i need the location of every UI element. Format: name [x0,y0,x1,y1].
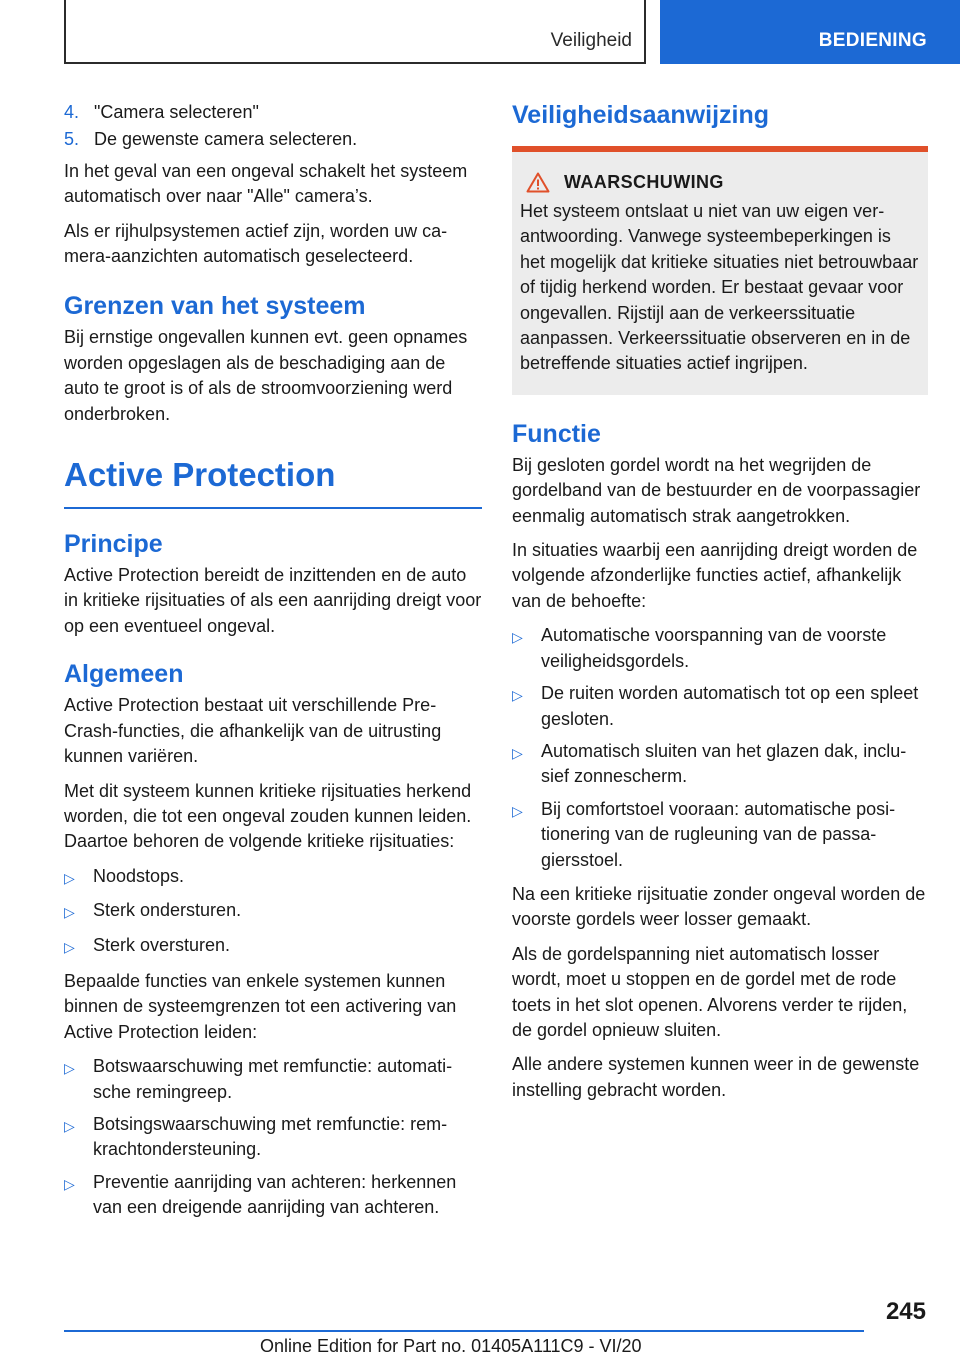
list-item-text: Automatische voorspanning van de voorste veiligheidsgordels. [541,625,887,671]
list-item [512,623,928,674]
heading-principe: Principe [64,530,163,559]
header-chapter-title: BEDIENING [818,30,927,51]
trigger-systems-list [64,1054,482,1220]
paragraph: In situaties waarbij een aanrijding dreigt worden de volgende afzonderlijke functies actief, afhankelijk van de behoefte: [512,540,918,611]
paragraph: Met dit systeem kunnen kritieke rijsituaties herkend worden, die tot een ongeval zouden kunnen leiden. Daartoe behoren de volgende kritieke rijsituaties: [64,780,472,852]
heading-functie: Functie [512,419,601,448]
footer-divider [64,1330,864,1332]
warning-box [512,146,928,395]
heading-algemeen: Algemeen [64,660,184,689]
triangle-bullet-icon: ▷ [64,1060,75,1077]
step-number: 5. [64,129,80,150]
list-item-text: Botswaarschuwing met remfunctie: automatische remingreep. [93,1056,453,1102]
heading-veiligheidsaanwijzing: Veiligheidsaanwijzing [512,101,770,129]
step-item [64,100,482,125]
triangle-bullet-icon: ▷ [512,629,523,646]
list-item-text: Preventie aanrijding van achteren: herkennen van een dreigende aanrijding van achteren. [93,1171,457,1218]
paragraph: Bij gesloten gordel wordt na het wegrijden de gordelband van de bestuurder en de voorpassagier eenmalig automatisch strak aangetrokken. [512,454,921,526]
list-item-text: Automatisch sluiten van het glazen dak, inclusief zonnescherm. [541,740,907,787]
step-text: De gewenste camera selecteren. [94,129,358,150]
list-item [512,797,928,873]
warning-triangle-icon [526,172,550,193]
warning-text: Het systeem ontslaat u niet van uw eigen verantwoording. Vanwege systeembeperkingen is het mogelijk dat kritieke situaties niet betrouwbaar of tijdig herkend worden. Er bestaat gevaar voor ongevallen. Rijstijl aan de verkeerssituatie aanpassen. Verkeerssituatie observeren en in de betreffende situaties actief ingrijpen. [520,201,919,374]
triangle-bullet-icon: ▷ [64,1117,75,1134]
paragraph: Alle andere systemen kunnen weer in de gewenste instelling gebracht worden. [512,1054,920,1100]
triangle-bullet-icon: ▷ [64,938,75,955]
paragraph: Als er rijhulpsystemen actief zijn, worden uw camera-aanzichten automatisch geselecteerd. [64,220,448,267]
list-item [64,1112,482,1163]
triangle-bullet-icon: ▷ [64,904,75,921]
header-section-title: Veiligheid [550,30,632,51]
header-chapter-tab [660,0,960,64]
list-item-text: Sterk ondersturen. [93,900,242,921]
list-item [512,681,928,732]
paragraph: In het geval van een ongeval schakelt het systeem automatisch over naar "Alle" camera’s. [64,160,468,207]
triangle-bullet-icon: ▷ [512,744,523,761]
list-item-text: Noodstops. [93,865,185,886]
warning-title-row [520,172,920,193]
list-item [64,1170,482,1221]
page-number: 245 [885,1298,926,1325]
triangle-bullet-icon: ▷ [64,869,75,886]
step-text: "Camera selecteren" [94,102,259,122]
paragraph: Als de gordelspanning niet automatisch losser wordt, moet u stoppen en de gordel met de rode toets in het slot openen. Alvorens verder te rijden, de gordel opnieuw sluiten. [512,943,908,1040]
paragraph: Na een kritieke rijsituatie zonder ongeval worden de voorste gordels weer losser gemaakt. [512,883,926,930]
footer-edition: Online Edition for Part no. 01405A111C9 - VI/20 [260,1336,642,1356]
list-item [64,933,482,960]
paragraph: Bepaalde functies van enkele systemen kunnen binnen de systeemgrenzen tot een activering van Active Protection leiden: [64,970,457,1042]
paragraph: Active Protection bestaat uit verschillende Pre-Crash-functies, die afhankelijk van de uitrusting kunnen variëren. [64,695,442,767]
triangle-bullet-icon: ▷ [512,687,523,704]
warning-title: WAARSCHUWING [564,172,724,192]
step-item [64,127,482,152]
left-column [64,100,482,1230]
list-item [64,898,482,925]
function-list [512,623,928,873]
list-item-text: Sterk oversturen. [93,934,231,955]
paragraph: Active Protection bereidt de inzittenden en de auto in kritieke rijsituaties of als een aanrijding dreigt voor op een eventueel ongeval. [64,565,482,636]
list-item [512,739,928,790]
list-item-text: De ruiten worden automatisch tot op een spleet gesloten. [541,683,919,729]
list-item-text: Botsingswaarschuwing met remfunctie: remkrachtondersteuning. [93,1113,448,1160]
list-item [64,1054,482,1105]
heading-grenzen: Grenzen van het systeem [64,292,366,321]
step-number: 4. [64,102,80,122]
right-column [512,100,928,1112]
heading-active-protection: Active Protection [64,455,482,509]
list-item [64,864,482,891]
triangle-bullet-icon: ▷ [512,802,523,819]
critical-situations-list [64,864,482,960]
paragraph: Bij ernstige ongevallen kunnen evt. geen opnames worden opgeslagen als de beschadiging aan de auto te groot is of als de stroomvoorziening werd onderbroken. [64,327,468,424]
list-item-text: Bij comfortstoel vooraan: automatische positionering van de rugleuning van de passagiersstoel. [541,798,896,870]
header-section-box [64,0,646,64]
triangle-bullet-icon: ▷ [64,1175,75,1192]
